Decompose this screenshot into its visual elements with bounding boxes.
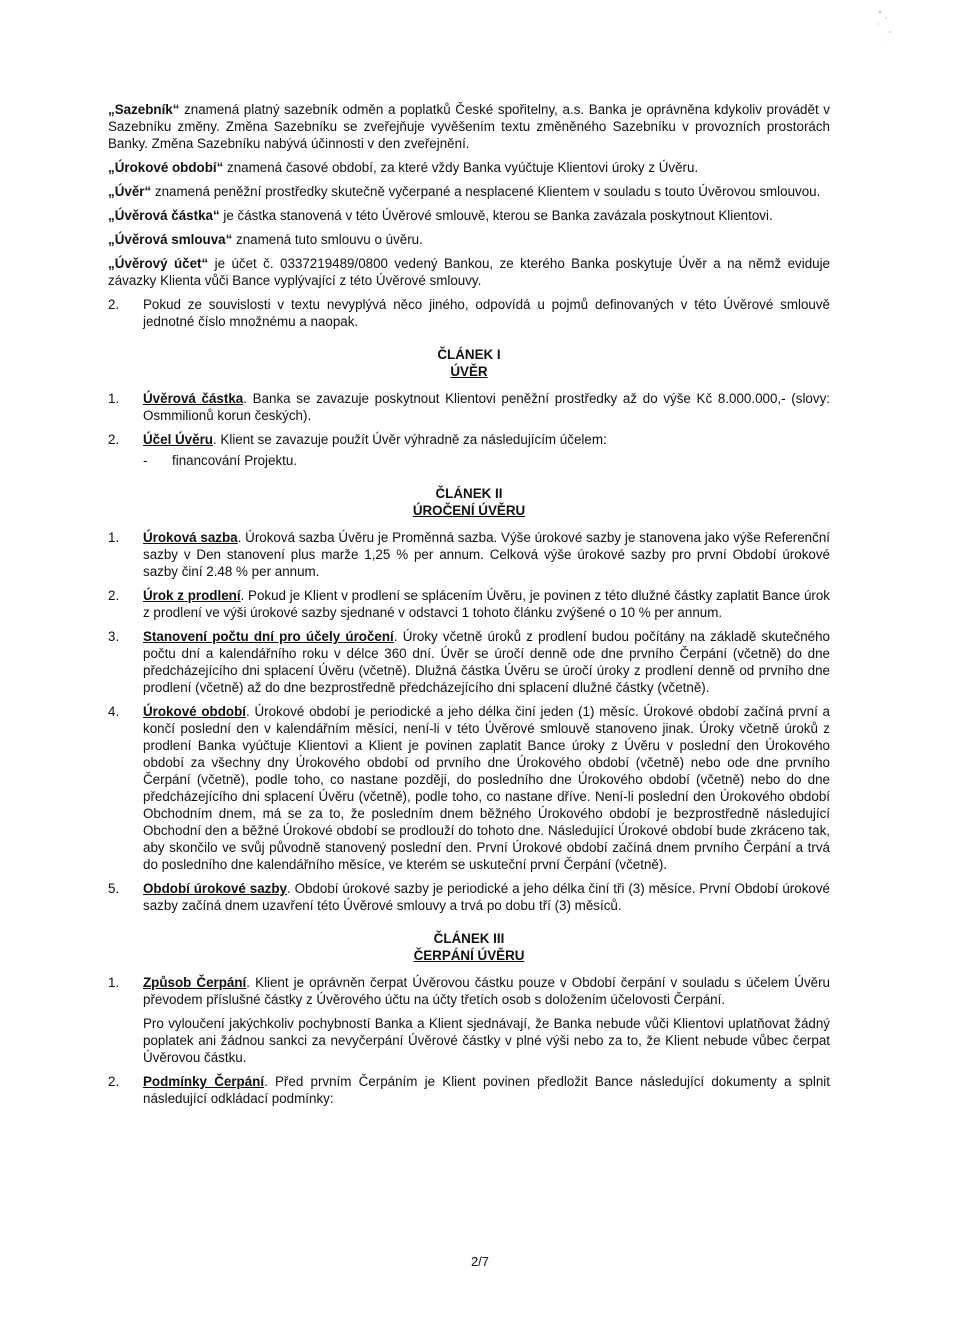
definition-term: „Úvěr“ <box>108 184 152 199</box>
clause-label: Způsob Čerpání <box>143 975 247 990</box>
article-2-clause-2 <box>108 587 830 621</box>
definition-text: je částka stanovená v této Úvěrové smlouvě, kterou se Banka zavázala poskytnout Klientovi. <box>219 208 773 223</box>
article-3-heading <box>108 930 830 964</box>
definitions-list <box>108 101 830 289</box>
article-1-clause-2 <box>108 431 830 448</box>
clause-number: 2. <box>108 432 120 447</box>
definition-text: znamená peněžní prostředky skutečně vyčerpané a nesplacené Klientem v souladu s touto Úvěrovou smlouvou. <box>151 184 821 199</box>
clause-text: . Klient je oprávněn čerpat Úvěrovou částku pouze v Období čerpání v souladu s účelem Úvěru převodem příslušné částky z Úvěrového účtu na účty třetích osob s doložením účelovosti Čerpání. <box>143 975 830 1007</box>
clause-text: . Klient se zavazuje použít Úvěr výhradně za následujícím účelem: <box>212 432 607 447</box>
clause-text: . Před prvním Čerpáním je Klient povinen předložit Bance následující dokumenty a splnit následující odkládací podmínky: <box>143 1074 830 1106</box>
clause-number: 2. <box>108 588 120 603</box>
article-2-clause-5 <box>108 880 830 914</box>
definition-text: znamená tuto smlouvu o úvěru. <box>232 232 423 247</box>
clause-text: . Pokud je Klient v prodlení se splácením Úvěru, je povinen z této dlužné částky zaplatit Bance úrok z prodlení ve výši úrokové sazby sjednané v odstavci 1 tohoto článku zvýšené o 10 % per annum. <box>143 588 830 620</box>
clause-label: Období úrokové sazby <box>143 881 287 896</box>
document-page <box>108 101 830 1114</box>
article-2-clause-3 <box>108 628 830 696</box>
definition-term: „Sazebník“ <box>108 102 180 117</box>
bullet-dash: - <box>143 453 148 468</box>
article-1-clause-1 <box>108 390 830 424</box>
clause-number: 3. <box>108 629 120 644</box>
article-2-heading <box>108 485 830 519</box>
page-number: 2/7 <box>470 1254 490 1269</box>
definition-uverova-smlouva <box>108 231 830 248</box>
clause-number: 1. <box>108 530 120 545</box>
clause-text: . Banka se zavazuje poskytnout Klientovi peněžní prostředky až do výše Kč 8.000.000,- (slovy: Osmmilionů korun českých). <box>143 391 830 423</box>
article-3-paragraph: Pro vyloučení jakýchkoliv pochybností Banka a Klient sjednávají, že Banka nebude vůči Klientovi uplatňovat žádný poplatek ani žádnou sankci za nevyčerpání Úvěrové částky v plné výši nebo za to, že Klient nebude vůbec čerpat Úvěrovou částku. <box>143 1016 830 1065</box>
article-2-clause-4 <box>108 703 830 873</box>
article-3-clause-1 <box>108 974 830 1008</box>
clause-text: Pokud ze souvislosti v textu nevyplývá něco jiného, odpovídá u pojmů definovaných v této Úvěrové smlouvě jednotné číslo množnému a naopak. <box>143 297 830 329</box>
clause-text: . Úroky včetně úroků z prodlení budou počítány na základě skutečného počtu dní a kalendářního roku v délce 360 dní. Úvěr se úročí denně ode dne prvního Čerpání (včetně) do dne předcházejícího dni splacení Úvěru (včetně). Dlužná částka Úvěru se úročí úroky z prodlení denně od prvního dne prodlení (včetně) až do dne bezprostředně předcházejícího dni splacení dlužné částky (včetně). <box>143 629 831 695</box>
purpose-bullet <box>108 452 830 469</box>
clause-number: 1. <box>108 975 120 990</box>
scan-artifact-mark <box>860 4 900 54</box>
article-3-clause-2 <box>108 1073 830 1107</box>
definition-sazebnik <box>108 101 830 152</box>
clause-number: 2. <box>108 297 120 312</box>
definition-uverovy-ucet <box>108 255 830 289</box>
clause-label: Úvěrová částka <box>143 391 244 406</box>
clause-number: 1. <box>108 391 120 406</box>
clause-label: Účel Úvěru <box>143 432 213 447</box>
article-title: ČLÁNEK II <box>435 486 503 501</box>
clause-number: 4. <box>108 704 120 719</box>
article-subtitle: ÚROČENÍ ÚVĚRU <box>412 503 526 518</box>
clause-label: Podmínky Čerpání <box>143 1074 265 1089</box>
article-2-clause-1 <box>108 529 830 580</box>
clause-label: Úroková sazba <box>143 530 238 545</box>
intro-clause-2 <box>108 296 830 330</box>
clause-number: 2. <box>108 1074 120 1089</box>
definition-urokove-obdobi <box>108 159 830 176</box>
definition-term: „Úvěrová částka“ <box>108 208 220 223</box>
clause-text: . Úroková sazba Úvěru je Proměnná sazba. Výše úrokové sazby je stanovena jako výše Referenční sazby v Den stanovení plus marže 1,25 % per annum. Celková výše úrokové sazby pro první Období úrokové sazby činí 2.48 % per annum. <box>143 530 830 579</box>
bullet-text: financování Projektu. <box>172 453 298 468</box>
definition-text: znamená časové období, za které vždy Banka vyúčtuje Klientovi úroky z Úvěru. <box>223 160 699 175</box>
clause-label: Úrok z prodlení <box>143 588 241 603</box>
clause-text: . Období úrokové sazby je periodické a jeho délka činí tři (3) měsíce. První Období úrokové sazby začíná dnem uzavření této Úvěrové smlouvy a trvá po dobu tří (3) měsíců. <box>143 881 831 913</box>
clause-text: . Úrokové období je periodické a jeho délka činí jeden (1) měsíc. Úrokové období začíná první a končí poslední den v kalendářním měsíci, není-li v této Úvěrové smlouvě stanoveno jinak. Úroky včetně úroků z prodlení Banka vyúčtuje Klientovi a Klient je povinen zaplatit Bance úroky z Úvěru v poslední den Úrokového období za všechny dny Úrokového období od prvního dne Úrokového období (včetně) nebo ode dne prvního Čerpání (včetně), podle toho, co nastane později, do posledního dne Úrokového období (včetně) nebo do dne předcházejícího dni splacení Úvěru (včetně), podle toho, co nastane dříve. Není-li poslední den Úrokového období Obchodním dnem, má se za to, že posledním dnem běžného Úrokového období je bezprostředně následující Obchodní den a běžné Úrokové období se prodlouží do tohoto dne. Následující Úrokové období bude zkráceno tak, aby skončilo ve svůj původně stanovený poslední den. První Úrokové období začíná dnem prvního Čerpání a trvá do posledního dne kalendářního měsíce, ve kterém se uskuteční první Čerpání (včetně). <box>143 704 831 872</box>
clause-label: Stanovení počtu dní pro účely úročení <box>143 629 394 644</box>
article-subtitle: ÚVĚR <box>450 364 488 379</box>
definition-term: „Úrokové období“ <box>108 160 224 175</box>
definition-term: „Úvěrový účet“ <box>108 256 209 271</box>
clause-number: 5. <box>108 881 120 896</box>
article-title: ČLÁNEK I <box>437 347 501 362</box>
clause-label: Úrokové období <box>143 704 246 719</box>
article-1-heading <box>108 346 830 380</box>
definition-uver <box>108 183 830 200</box>
definition-uverova-castka <box>108 207 830 224</box>
article-title: ČLÁNEK III <box>433 931 505 946</box>
definition-text: je účet č. 0337219489/0800 vedený Bankou, ze kterého Banka poskytuje Úvěr a na němž eviduje závazky Klienta vůči Bance vyplývající z této Úvěrové smlouvy. <box>108 256 831 288</box>
definition-text: znamená platný sazebník odměn a poplatků České spořitelny, a.s. Banka je oprávněna kdykoliv provádět v Sazebníku změny. Změna Sazebníku se zveřejňuje vyvěšením textu změněného Sazebníku v provozních prostorách Banky. Změna Sazebníku nabývá účinnosti v den zveřejnění. <box>108 102 830 151</box>
definition-term: „Úvěrová smlouva“ <box>108 232 233 247</box>
article-subtitle: ČERPÁNÍ ÚVĚRU <box>413 948 525 963</box>
